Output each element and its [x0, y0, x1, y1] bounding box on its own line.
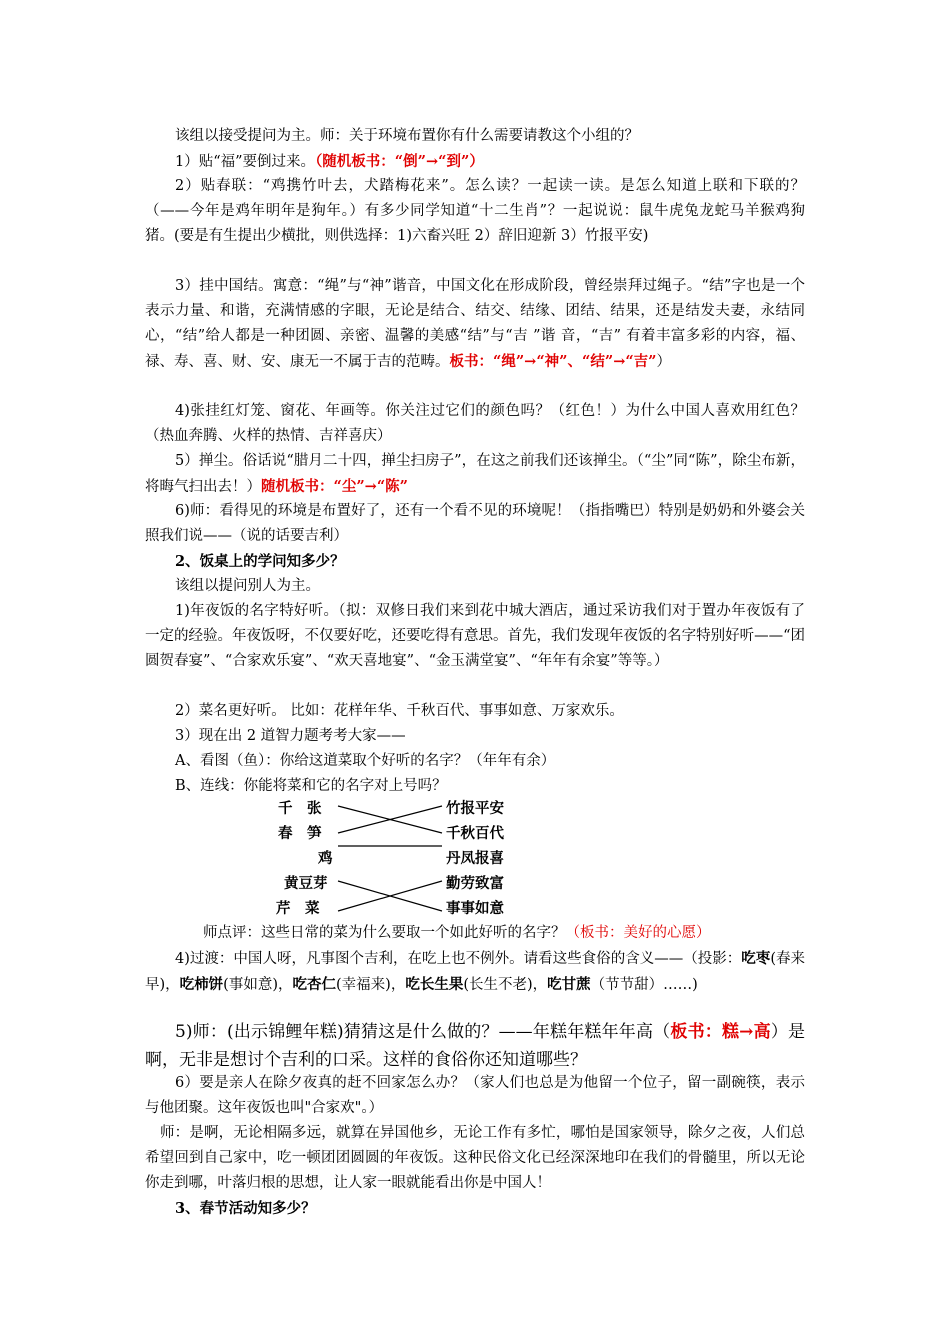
board-note-gao: 板书：糕→高: [670, 1022, 771, 1042]
paragraph-reunion: 师：是啊，无论相隔多远，就算在异国他乡，无论工作有多忙，哪怕是国家领导，除夕之夜，人们总希望回到自己家中，吃一顿团团圆圆的年夜饭。这种民俗文化已经深深地印在我们的骨髓里，所以无论你走到哪，叶落归根的思想，让人家一眼就能看出你是中国人！: [145, 1125, 805, 1191]
board-note-knot: 板书：“绳”→“神”、“结”→“吉”: [449, 353, 657, 370]
section-heading-3: 3、春节活动知多少？: [175, 1200, 316, 1217]
match-right-1: 竹报平安: [446, 800, 504, 817]
board-note-chen: 随机板书：“尘”→“陈”: [261, 478, 409, 495]
match-right-5: 事事如意: [446, 900, 504, 917]
paragraph-absent: 6）要是亲人在除夕夜真的赶不回家怎么办？（家人们也总是为他留一个位子，留一副碗筷，表示与他团聚。这年夜饭也叫"合家欢"。）: [145, 1075, 805, 1116]
paragraph-knot: 3）挂中国结。寓意：“绳”与“神”谐音，中国文化在形成阶段，曾经崇拜过绳子。“结”字也是一个表示力量、和谐，充满情感的字眼，无论是结合、结交、结缘、团结、结果，还是结发夫妻，永结同心，“结”给人都是一种团圆、亲密、温馨的美感“结”与“吉 ”谐 音，“吉” 有着丰富多彩的内容，福、禄、寿、喜、财、安、康无一不属于吉的范畴。板书：“绳”→“神”、“结”→“吉”）: [145, 278, 805, 370]
match-left-4: 黄豆芽: [284, 875, 328, 892]
section-heading-2: 2、饭桌上的学问知多少？: [175, 553, 345, 570]
paragraph-fu: 1）贴“福”要倒过来。（随机板书：“倒”→“到”）: [175, 153, 484, 170]
paragraph-words: 6)师：看得见的环境是布置好了，还有一个看不见的环境呢！（指指嘴巴）特别是奶奶和外婆会关照我们说——（说的话要吉利）: [145, 503, 805, 544]
match-left-5: 芹 菜: [276, 900, 320, 917]
match-right-2: 千秋百代: [446, 825, 504, 842]
paragraph-niangao: 5)师：(出示锦鲤年糕)猜猜这是什么做的？——年糕年糕年年高（板书：糕→高）是啊，无非是想讨个吉利的口采。这样的食俗你还知道哪些？: [145, 1022, 806, 1070]
board-note-dao: （随机板书：“倒”→“到”）: [315, 153, 484, 170]
match-left-2: 春 笋: [278, 825, 322, 842]
paragraph-comment: 师点评：这些日常的菜为什么要取一个如此好听的名字？（板书：美好的心愿）: [203, 925, 711, 941]
paragraph-quiz-b: B、连线：你能将菜和它的名字对上号吗？: [175, 778, 447, 794]
matching-exercise: [270, 796, 530, 921]
paragraph-dust: 5）掸尘。俗话说“腊月二十四，掸尘扫房子”，在这之前我们还该掸尘。（“尘”同“陈”，除尘布新，将晦气扫出去！）随机板书：“尘”→“陈”: [145, 453, 805, 495]
paragraph-quiz-a: A、看图（鱼）：你给这道菜取个好听的名字？（年年有余）: [175, 753, 556, 769]
paragraph-intro: 该组以接受提问为主。师：关于环境布置你有什么需要请教这个小组的？: [175, 128, 639, 144]
match-left-1: 千 张: [278, 800, 322, 817]
paragraph-dish-name: 2）菜名更好听。 比如：花样年华、千秋百代、事事如意、万家欢乐。: [175, 703, 624, 719]
paragraph-lantern: 4)张挂红灯笼、窗花、年画等。你关注过它们的颜色吗？（红色！）为什么中国人喜欢用红色？（热血奔腾、火样的热情、吉祥喜庆）: [145, 403, 805, 444]
paragraph-group: 该组以提问别人为主。: [175, 578, 320, 594]
match-right-4: 勤劳致富: [446, 875, 504, 892]
paragraph-couplet: 2）贴春联：“鸡携竹叶去，犬踏梅花来”。怎么读？一起读一读。是怎么知道上联和下联的？（——今年是鸡年明年是狗年。）有多少同学知道“十二生肖”？一起说说：鼠牛虎兔龙蛇马羊猴鸡狗猪。(要是有生提出少横批，则供选择：1)六畜兴旺 2）辞旧迎新 3）竹报平安): [145, 178, 805, 244]
paragraph-customs: 4)过渡：中国人呀，凡事图个吉利，在吃上也不例外。请看这些食俗的含义——（投影：吃枣(春来早)，吃柿饼(事如意)，吃杏仁(幸福来)，吃长生果(长生不老)，吃甘蔗（节节甜）……): [145, 950, 805, 993]
paragraph-quiz: 3）现在出 2 道智力题考考大家——: [175, 728, 406, 744]
match-left-3: 鸡: [318, 850, 333, 867]
paragraph-dinner-name: 1)年夜饭的名字特好听。（拟：双修日我们来到花中城大酒店，通过采访我们对于置办年夜饭有了一定的经验。年夜饭呀，不仅要好吃，还要吃得有意思。首先，我们发现年夜饭的名字特别好听——“团圆贺春宴”、“合家欢乐宴”、“欢天喜地宴”、“金玉满堂宴”、“年年有余宴”等等。）: [145, 603, 805, 669]
match-right-3: 丹凤报喜: [446, 850, 504, 867]
board-note-wish: （板书：美好的心愿）: [565, 925, 711, 941]
